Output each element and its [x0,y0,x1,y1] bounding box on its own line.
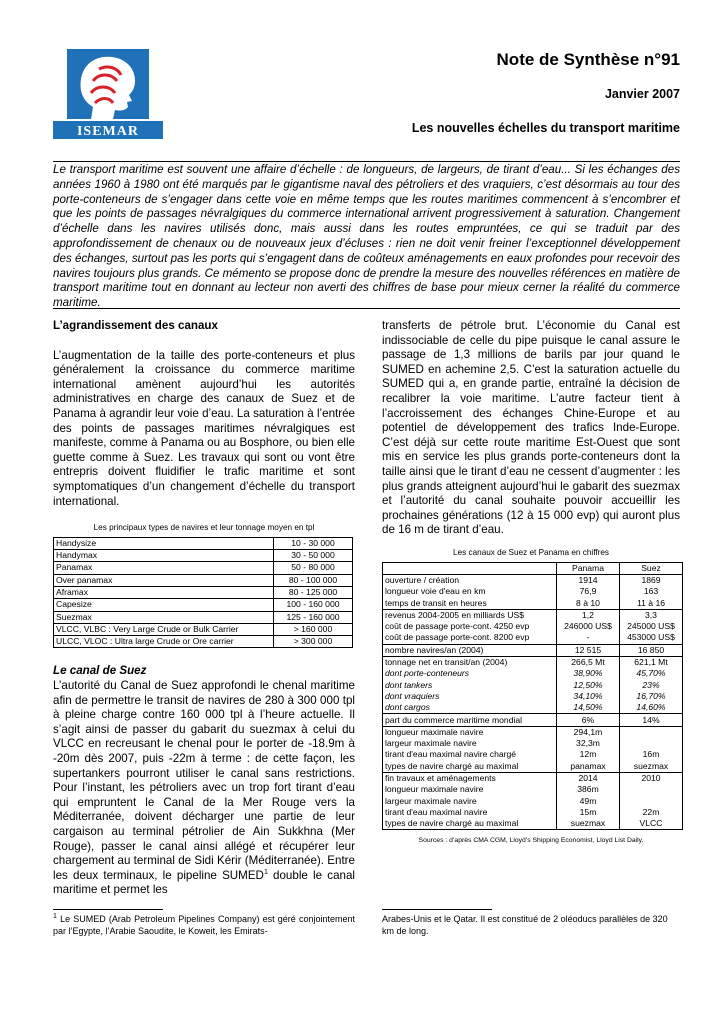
canal-table-row [383,586,683,597]
canal-table-row [383,656,683,668]
ship-tonnage-cell: > 300 000 [274,636,353,648]
canal-table [382,562,683,831]
suez-value-cell: 23% [620,679,683,690]
canal-table-row [383,668,683,679]
canal-label-cell: longueur voie d'eau en km [383,586,557,597]
canal-label-cell: coût de passage porte-cont. 4250 evp [383,621,557,632]
suez-value-cell: 45,70% [620,668,683,679]
canal-table-row [383,795,683,806]
suez-value-cell: 16m [620,749,683,760]
suez-value-cell [620,726,683,738]
canal-label-cell: nombre navires/an (2004) [383,644,557,656]
suez-value-cell: 453000 US$ [620,632,683,644]
canal-table-row [383,691,683,702]
right-column [382,319,680,849]
canal-table-caption: Les canaux de Suez et Panama en chiffres [453,547,609,557]
panama-value-cell: - [557,632,620,644]
panama-value-cell: 246000 US$ [557,621,620,632]
ship-tonnage-cell: 10 - 30 000 [274,537,353,549]
section-title-canals: L’agrandissement des canaux [53,319,218,332]
suez-value-cell [620,784,683,795]
panama-value-cell: 34,10% [557,691,620,702]
panama-value-cell: 12 515 [557,644,620,656]
canal-label-cell: tonnage net en transit/an (2004) [383,656,557,668]
canal-label-cell: longueur maximale navire [383,784,557,795]
ships-table-caption: Les principaux types de navires et leur tonnage moyen en tpl [93,523,315,533]
ship-type-cell: Handysize [54,537,274,549]
ships-table [53,537,353,649]
canal-table-row [383,621,683,632]
suez-value-cell: suezmax [620,761,683,773]
ship-tonnage-cell: 80 - 100 000 [274,574,353,586]
left-column [53,319,355,898]
footnote-left [53,913,355,937]
suez-value-cell: 2010 [620,772,683,784]
canal-label-cell: types de navire chargé au maximal [383,818,557,830]
ships-table-row [54,611,353,623]
canal-table-row [383,784,683,795]
canal-label-cell: dont cargos [383,702,557,714]
abstract-top-rule [53,161,680,162]
panama-value-cell: 15m [557,807,620,818]
canal-table-row [383,761,683,773]
ship-type-cell: ULCC, VLOC : Ultra large Crude or Ore carrier [54,636,274,648]
suez-value-cell: 14,60% [620,702,683,714]
suez-value-cell [620,738,683,749]
ship-type-cell: Aframax [54,586,274,598]
panama-value-cell: 2014 [557,772,620,784]
canal-table-row [383,807,683,818]
ship-type-cell: VLCC, VLBC : Very Large Crude or Bulk Carrier [54,623,274,635]
abstract: Le transport maritime est souvent une affaire d’échelle : de longueurs, de largeurs, de tirant d’eau... Si les échanges des années 1960 à 1980 ont été marqués par le gigantisme naval des pétroliers et des vraquiers, c’est désormais au tour des porte-conteneurs de s’engager dans cette voie en même temps que les routes maritimes commencent à s’encombrer et que les points de passages névralgiques du commerce international arrivent progressivement à saturation. Changement d’échelle dans les navires utilisés donc, mais aussi dans les routes empruntées, ce qui se traduit par des approfondissement de chenaux ou de nouveaux jeux d’écluses : rien ne doit venir freiner l’exceptionnel développement des échanges, surtout pas les ports qui s’engagent dans de coûteux aménagements en eaux profondes pour recevoir des navires toujours plus grands. Ce mémento se propose donc de prendre la mesure des nouvelles références en matière de transport maritime tout en donnant au lecteur non averti des chiffres de base pour mieux cerner la réalité du commerce maritime. [53,163,680,310]
suez-text-part1: L’autorité du Canal de Suez approfondi le chenal maritime afin de permettre le transit de navires de 280 à 300 000 tpl à pleine charge contre 160 000 tpl à l’heure actuelle. Il s’agit ainsi de passer du gabarit du suezmax à celui du VLCC en recreusant le chenal pour le porter de -18.9m à -20m dès 2007, puis -22m à terme : de cette façon, les supertankers pourront utiliser le canal sans restrictions. Pour l’instant, les pétroliers avec un trop fort tirant d’eau qui empruntent le Canal de la Mer Rouge vers la Méditerranée, doivent décharger une partie de leur cargaison au terminal pétrolier de Ain Sukkhna (Mer Rouge), passer le canal ainsi allégé et récupérer leur chargement au terminal de Sidi Kérir (Méditerranée). Entre les deux terminaux, le pipeline SUMED [53,678,355,882]
title-block [412,50,680,135]
canal-header-blank [383,562,557,574]
canal-table-row [383,749,683,760]
ship-type-cell: Capesize [54,599,274,611]
canal-table-row [383,702,683,714]
suez-value-cell: 1869 [620,574,683,586]
ship-tonnage-cell: 100 - 160 000 [274,599,353,611]
canal-table-row [383,714,683,726]
canal-label-cell: longueur maximale navire [383,726,557,738]
ships-table-row [54,636,353,648]
canal-table-row [383,644,683,656]
suez-value-cell [620,795,683,806]
document-date: Janvier 2007 [604,87,680,101]
footnote-right: Arabes-Unis et le Qatar. Il est constitué de 2 oléoducs parallèles de 320 km de long. [382,914,668,936]
suez-value-cell: VLCC [620,818,683,830]
isemar-logo [53,47,163,139]
canal-label-cell: dont porte-conteneurs [383,668,557,679]
ship-tonnage-cell: > 160 000 [274,623,353,635]
ships-table-row [54,574,353,586]
panama-value-cell: 12m [557,749,620,760]
ship-type-cell: Handymax [54,550,274,562]
logo-text: ISEMAR [76,124,140,139]
ship-tonnage-cell: 125 - 160 000 [274,611,353,623]
section-title-suez: Le canal de Suez [53,664,147,678]
footnote-rule-right [382,909,492,910]
panama-value-cell: 1914 [557,574,620,586]
canal-label-cell: dont vraquiers [383,691,557,702]
canal-table-row [383,738,683,749]
canal-table-sources: Sources : d’après CMA CGM, Lloyd’s Shipping Economist, Lloyd List Daily. [418,837,644,845]
suez-value-cell: 3,3 [620,609,683,621]
canal-label-cell: types de navire chargé au maximal [383,761,557,773]
footnote-number: 1 [53,913,57,920]
section-suez-paragraph [53,679,355,898]
canal-label-cell: largeur maximale navire [383,738,557,749]
section-canals-paragraph: L’augmentation de la taille des porte-conteneurs et plus généralement la croissance du commerce maritime international amènent aujourd’hui les autorités administratives en charge des canaux de Suez et de Panama à agrandir leur voie d’eau. La saturation à l’entrée des points de passages maritimes névralgiques est manifeste, comme à Panama ou au Bosphore, ou bien elle guette comme à Suez. Les travaux qui sont ou vont être entrepris doivent fluidifier le trafic maritime et sont symptomatiques d’un changement d’échelle du transport international. [53,348,355,508]
footnote-rule-left [53,909,163,910]
suez-value-cell: 11 à 16 [620,597,683,609]
canal-label-cell: coût de passage porte-cont. 8200 evp [383,632,557,644]
canal-label-cell: ouverture / création [383,574,557,586]
ship-tonnage-cell: 50 - 80 000 [274,562,353,574]
canal-header-cell: Suez [620,562,683,574]
canal-label-cell: tirant d'eau maximal navire [383,807,557,818]
suez-value-cell: 16,70% [620,691,683,702]
ships-table-row [54,550,353,562]
panama-value-cell: 76,9 [557,586,620,597]
panama-value-cell: 266,5 Mt [557,656,620,668]
panama-value-cell: 1,2 [557,609,620,621]
panama-value-cell: 32,3m [557,738,620,749]
suez-value-cell: 245000 US$ [620,621,683,632]
canal-table-row [383,818,683,830]
canal-table-row [383,574,683,586]
canal-label-cell: largeur maximale navire [383,795,557,806]
canal-label-cell: part du commerce maritime mondial [383,714,557,726]
ship-type-cell: Panamax [54,562,274,574]
document-title: Note de Synthèse n°91 [496,50,680,69]
document-subject: Les nouvelles échelles du transport maritime [411,121,680,135]
ships-table-row [54,537,353,549]
panama-value-cell: 294,1m [557,726,620,738]
panama-value-cell: 386m [557,784,620,795]
suez-value-cell: 22m [620,807,683,818]
ships-table-row [54,562,353,574]
canal-table-row [383,679,683,690]
panama-value-cell: 14,50% [557,702,620,714]
panama-value-cell: 8 à 10 [557,597,620,609]
ship-type-cell: Over panamax [54,574,274,586]
canal-table-row [383,632,683,644]
ship-tonnage-cell: 80 - 125 000 [274,586,353,598]
canal-table-row [383,772,683,784]
ship-tonnage-cell: 30 - 50 000 [274,550,353,562]
panama-value-cell: 38,90% [557,668,620,679]
canal-table-header-row [383,562,683,574]
canal-label-cell: dont tankers [383,679,557,690]
footnote-ref: 1 [263,868,268,876]
ship-type-cell: Suezmax [54,611,274,623]
right-column-paragraph: transferts de pétrole brut. L’économie du Canal est indissociable de celle du pipe puisque le canal assure le passage de 1,3 millions de barils par jour quand le SUMED en achemine 2,5. C’est la saturation actuelle du SUMED qui a, en grande partie, entraîné la décision de recalibrer la voie maritime. L’autre facteur tient à l’accroissement des échanges Chine-Europe et au potentiel de développement des trafics Inde-Europe. C’est déjà sur cette route maritime Est-Ouest que sont mis en service les plus grands porte-conteneurs dont la taille ainsi que le tirant d’eau ne cessent d’augmenter : les plus grands atteignent aujourd’hui le gabarit des suezmax et l’autorité du canal souhaite pouvoir accueillir les prochaines générations (12 à 15 000 evp) qui auront plus de 16 m de tirant d’eau. [382,319,680,537]
suez-value-cell: 621,1 Mt [620,656,683,668]
suez-value-cell: 163 [620,586,683,597]
suez-value-cell: 14% [620,714,683,726]
panama-value-cell: panamax [557,761,620,773]
canal-header-cell: Panama [557,562,620,574]
canal-label-cell: temps de transit en heures [383,597,557,609]
ships-table-row [54,599,353,611]
canal-label-cell: tirant d'eau maximal navire chargé [383,749,557,760]
panama-value-cell: 6% [557,714,620,726]
canal-label-cell: fin travaux et aménagements [383,772,557,784]
canal-label-cell: revenus 2004-2005 en milliards US$ [383,609,557,621]
suez-text-part2: double le canal maritime et permet les [53,868,355,897]
ships-table-row [54,586,353,598]
footnote-left-text: Le SUMED (Arab Petroleum Pipelines Company) est géré conjointement par l’Egypte, l’Arabie Saoudite, le Koweit, les Emirats- [53,914,355,936]
canal-table-row [383,597,683,609]
ships-table-row [54,623,353,635]
suez-value-cell: 16 850 [620,644,683,656]
canal-table-row [383,609,683,621]
panama-value-cell: 49m [557,795,620,806]
canal-table-row [383,726,683,738]
abstract-bottom-rule [53,308,680,309]
panama-value-cell: suezmax [557,818,620,830]
panama-value-cell: 12,50% [557,679,620,690]
